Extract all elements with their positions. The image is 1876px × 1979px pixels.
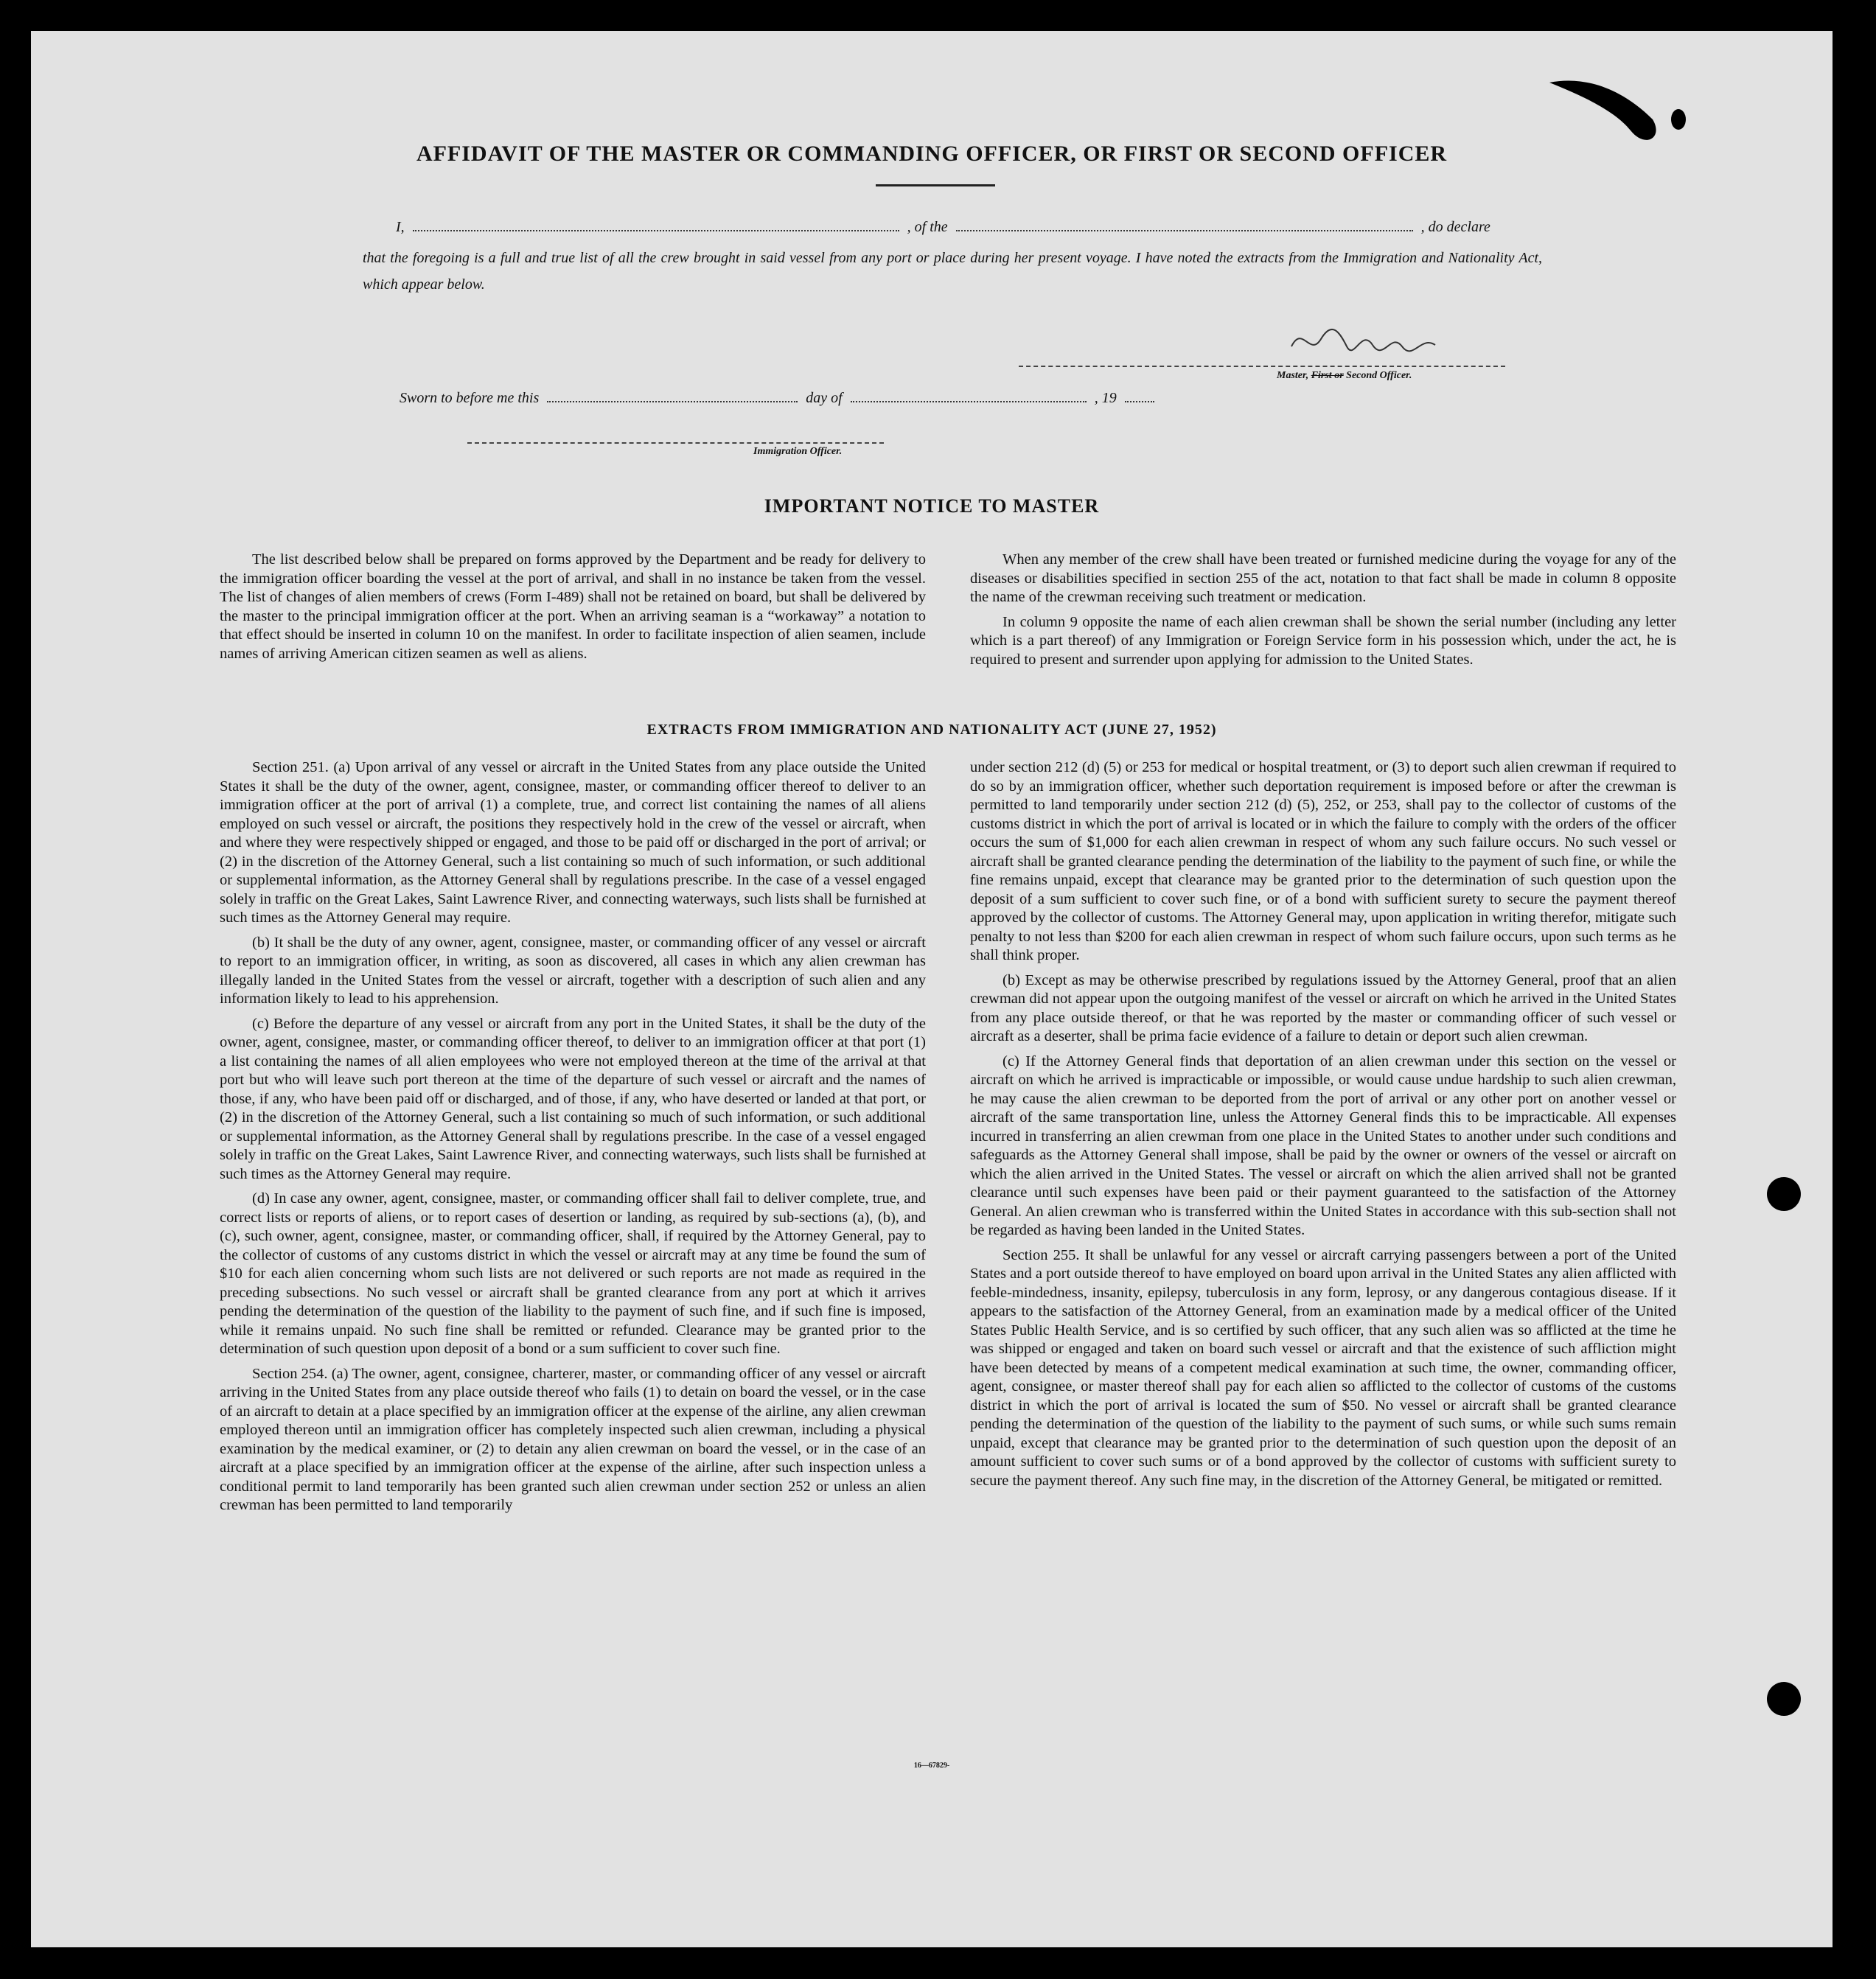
notice-paragraph: When any member of the crew shall have been treated or furnished medicine during the voyage for any of the diseases or disabilities specified in section 255 of the act, notation to that fact shall be made in column 8 opposite the name of the crewman receiving such treatment or medication. (970, 551, 1676, 605)
extracts-title: EXTRACTS FROM IMMIGRATION AND NATIONALITY ACT (JUNE 27, 1952) (646, 722, 1217, 738)
of-the-label: , of the (907, 219, 948, 235)
notice-paragraph: In column 9 opposite the name of each alien crewman shall be shown the serial number (including any letter which is a part thereof) of any Immigration or Foreign Service form in his possession which, under the act, he is required to present and surrender upon applying for admission to the United States. (970, 613, 1676, 668)
extracts-left-column (220, 758, 926, 1521)
extracts-right-column (970, 758, 1676, 1496)
document-page (31, 31, 1833, 1947)
signature-mark (1288, 317, 1443, 361)
ink-blot (1542, 68, 1690, 156)
section-251d: (d) In case any owner, agent, consignee, master, or commanding officer shall fail to deliver complete, true, and correct lists or reports of aliens, or to report cases of desertion or landing, as required by sub-sections (a), (b), and (c), such owner, agent, consignee, master, or commanding officer, shall, if required by the Attorney General, pay to the collector of customs of any customs district in which the vessel or aircraft may at any time be found the sum of $10 for each alien concerning whom such lists are not delivered or such reports are not made as required in the preceding subsections. No such vessel or aircraft shall be granted clearance from any port at which it arrives pending the determination of the question of the liability to the payment of such fine, and if such fine is imposed, while it remains unpaid. No such fine shall be remitted or refunded. Clearance may be granted prior to the determination of such question upon deposit of a bond or a sum sufficient to cover such fine. (220, 1190, 926, 1357)
punch-hole (1767, 1177, 1801, 1211)
vessel-blank[interactable] (956, 220, 1413, 231)
day-of-label: day of (806, 390, 843, 406)
officer-signature-line[interactable] (467, 441, 884, 444)
form-code: 16—67829- (913, 1762, 950, 1770)
sworn-month-blank[interactable] (851, 391, 1087, 402)
year-blank[interactable] (1125, 391, 1154, 402)
section-251a: Section 251. (a) Upon arrival of any vessel or aircraft in the United States from any place outside the United States it shall be the duty of the owner, agent, consignee, master, or commanding officer thereof to deliver to an immigration officer at the port of arrival (1) a complete, true, and correct list containing the names of all aliens employed on such vessel or aircraft, the positions they respectively hold in the crew of the vessel or aircraft, when and where they were respectively shipped or engaged, and those to be paid off or discharged in the port of arrival; or (2) in the discretion of the Attorney General, such a list containing so much of such information, or such additional or supplemental information, as the Attorney General shall by regulations prescribe. In the case of a vessel engaged solely in traffic on the Great Lakes, Saint Lawrence River, and connecting waterways, such lists shall be furnished at such times as the Attorney General may require. (220, 759, 927, 926)
notice-paragraph: The list described below shall be prepared on forms approved by the Department and be ready for delivery to the immigration officer boarding the vessel at the port of arrival, and shall in no instance be taken from the vessel. The list of changes of alien members of crews (Form I-489) shall not be retained on board, but shall be delivered by the master to the principal immigration officer at the port. When an arriving seaman is a “workaway” a notation to that effect should be inserted in column 10 on the manifest. In order to facilitate inspection of alien seamen, include names of arriving American citizen seamen as well as aliens. (220, 551, 926, 662)
notice-left-column (220, 551, 926, 669)
section-254a: Section 254. (a) The owner, agent, consignee, charterer, master, or commanding officer of any vessel or aircraft arriving in the United States from any place outside thereof who fails (1) to detain on board the vessel, or in the case of an aircraft to detain at a place specified by an immigration officer at the expense of the airline, any alien crewman employed thereon until an immigration officer has completely inspected such alien crewman, including a physical examination by the medical examiner, or (2) to detain any alien crewman on board the vessel, or in the case of an aircraft at a place specified by an immigration officer at the expense of the airline, after such inspection unless a conditional permit to land temporarily has been granted such alien crewman under section 252 or unless an alien crewman has been permitted to land temporarily (220, 1365, 926, 1513)
section-254b: (b) Except as may be otherwise prescribed by regulations issued by the Attorney General, proof that an alien crewman did not appear upon the outgoing manifest of the vessel or aircraft on which he arrived in the United States from any place outside thereof, or that he was reported by the master or commanding officer of such vessel or aircraft as a deserter, shall be prima facie evidence of a failure to detain or deport such alien crewman. (970, 971, 1676, 1044)
section-251b: (b) It shall be the duty of any owner, agent, consignee, master, or commanding officer of any vessel or aircraft to report to an immigration officer, in writing, as soon as discovered, all cases in which any alien crewman has illegally landed in the United States from the vessel or aircraft, together with a description of such alien and any information likely to lead to his apprehension. (220, 934, 926, 1007)
declarant-i: I, (396, 219, 405, 235)
title-rule (876, 184, 995, 186)
section-254c: (c) If the Attorney General finds that deportation of an alien crewman under this section on the vessel or aircraft on which he arrived is impracticable or impossible, or would cause undue hardship to such alien crewman, he may cause the alien crewman to be deported from the port of arrival or any other port on another vessel or aircraft of the same transportation line, unless the Attorney General finds this to be impracticable. All expenses incurred in transferring an alien crewman from one place in the United States to another under such conditions and safeguards as the Attorney General shall impose, shall be paid by the owner or owners of the vessel or aircraft on which the alien arrived in the United States. The vessel or aircraft on which the alien arrived shall not be granted clearance until such expenses have been paid or their payment guaranteed to the satisfaction of the Attorney General. An alien crewman who is transferred within the United States in accordance with this sub-section shall not be regarded as having been landed in the United States. (970, 1053, 1676, 1238)
declaration-line (396, 219, 1490, 236)
notice-right-column (970, 551, 1676, 675)
declare-label: , do declare (1420, 219, 1490, 235)
master-signature-line[interactable] (1019, 364, 1505, 367)
sworn-line (400, 390, 1159, 407)
declaration-text: that the foregoing is a full and true list of all the crew brought in said vessel from any port or place during her present voyage. I have noted the extracts from the Immigration and Nationality Act, which appear below. (363, 250, 1542, 293)
year-label: , 19 (1094, 390, 1117, 406)
section-255: Section 255. It shall be unlawful for any vessel or aircraft carrying passengers between a port of the United States and a port outside thereof to have employed on board upon arrival in the United States any alien afflicted with feeble-mindedness, insanity, epilepsy, tuberculosis in any form, leprosy, or any dangerous contagious disease. If it appears to the satisfaction of the Attorney General, from an examination made by a medical officer of the United States Public Health Service, and is so certified by such officer, that any such alien was so afflicted at the time he was shipped or engaged and taken on board such vessel or aircraft and that the existence of such affliction might have been detected by means of a competent medical examination at such time, the owner, commanding officer, agent, consignee, or master thereof shall pay for each alien so afflicted to the collector of customs of the customs district in which the port of arrival is located the sum of $50. No vessel or aircraft shall be granted clearance pending the determination of the question of the liability to the payment of such sums, or while such sums remain unpaid, except that clearance may be granted prior to the determination of such question upon the deposit of an amount sufficient to cover such sums or of a bond approved by the collector of customs with sufficient surety to secure the payment thereof. Any such fine may, in the discretion of the Attorney General, be mitigated or remitted. (970, 1246, 1676, 1489)
name-blank[interactable] (413, 220, 899, 231)
affidavit-title: AFFIDAVIT OF THE MASTER OR COMMANDING OFFICER, OR FIRST OR SECOND OFFICER (416, 142, 1448, 166)
master-signature-caption: Master, First or Second Officer. (1277, 370, 1412, 381)
punch-hole (1767, 1682, 1801, 1716)
section-254a-cont: under section 212 (d) (5) or 253 for medical or hospital treatment, or (3) to deport such alien crewman if required to do so by an immigration officer, whether such deportation requirement is imposed before or after the crewman is permitted to land temporarily under section 212 (d) (5), 252, or 253, shall pay to the collector of customs of the customs district in which the port of arrival is located or in which the failure to comply with the orders of the officer occurs the sum of $1,000 for each alien crewman in respect of whom any such failure occurs. No such vessel or aircraft shall be granted clearance pending the determination of the liability to the payment of such fine, or while the fine remains unpaid, except that clearance may be granted prior to the determination of such question upon the deposit of a sum sufficient to cover such fine, or of a bond with sufficient surety to secure the payment thereof approved by the collector of customs. The Attorney General may, upon application in writing therefor, mitigate such penalty to not less than $200 for each alien crewman in respect of whom such failure occurs, upon such terms as he shall think proper. (970, 759, 1676, 963)
sworn-label: Sworn to before me this (400, 390, 540, 406)
sworn-day-blank[interactable] (547, 391, 798, 402)
notice-title: IMPORTANT NOTICE TO MASTER (764, 495, 1100, 517)
section-251c: (c) Before the departure of any vessel or aircraft from any port in the United States, it shall be the duty of the owner, agent, consignee, master, or commanding officer thereof, to deliver to an immigration officer at that port (1) a list containing the names of all alien employees who were not employed thereon at the time of the arrival at that port but who will leave such port thereon at the time of the departure of such vessel or aircraft and the names of those, if any, who have been paid off or discharged, and of those, if any, who have deserted or landed at that port, or (2) in the discretion of the Attorney General, such a list containing so much of such information, or such additional or supplemental information, as the Attorney General shall by regulations prescribe. In the case of a vessel engaged solely in traffic on the Great Lakes, Saint Lawrence River, and connecting waterways, such lists shall be furnished at such times as the Attorney General may require. (220, 1015, 927, 1182)
officer-caption: Immigration Officer. (753, 446, 843, 457)
